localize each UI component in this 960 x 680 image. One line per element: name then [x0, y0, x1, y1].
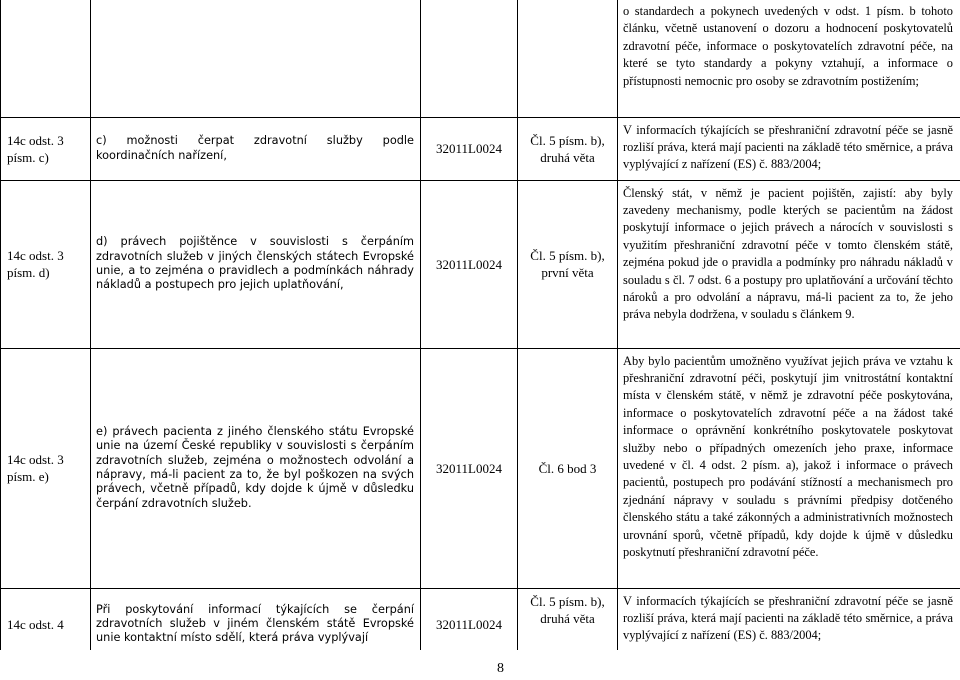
provision-cell: 14c odst. 3 písm. e) [1, 348, 91, 588]
empty-cell [518, 0, 618, 117]
article-cell: Čl. 5 písm. b), druhá věta [518, 588, 618, 660]
table-row [1, 180, 960, 348]
provision-cell: 14c odst. 4 [1, 588, 91, 660]
table-row [1, 0, 960, 117]
table-row [1, 348, 960, 588]
celex-cell: 32011L0024 [421, 180, 518, 348]
provision-cell: 14c odst. 3 písm. c) [1, 117, 91, 180]
implementation-text: Aby bylo pacientům umožněno využívat jejich práva ve vztahu k přeshraniční zdravotní péči, poskytují jim vnitrostátní kontaktní místa v členském státě, v němž je zdravotní péče poskytována, informace o poskytovatelích zdravotní péče a na žádost také informace o oprávnění konkrétního poskytovatele poskytovat služby nebo o případných omezeních jeho praxe, informace uvedené v čl. 4 odst. 2 písm. a), jakož i informace o právech pacientů, postupech pro podávání stížností a mechanismech pro zjednání nápravy v souladu s právními předpisy dotčeného členského státu a také zákonných a administrativních možnostech urovnání sporů, včetně případů, kdy dojde k újmě v důsledku poskytnutí přeshraniční zdravotní péče. [618, 348, 960, 588]
provision-text: d) právech pojištěnce v souvislosti s čerpáním zdravotních služeb v jiných členských státech Evropské unie, a to zejména o pravidlech a podmínkách náhrady nákladů a postupech pro jejich uplatňování, [91, 180, 421, 348]
empty-cell [421, 0, 518, 117]
provision-text: Při poskytování informací týkajících se čerpání zdravotních služeb v jiném členském státě Evropské unie kontaktní místo sdělí, která práva vyplývají [91, 588, 421, 660]
table-row [1, 117, 960, 180]
page-number: 8 [497, 661, 504, 676]
celex-cell: 32011L0024 [421, 117, 518, 180]
provision-text: c) možnosti čerpat zdravotní služby podle koordinačních nařízení, [91, 117, 421, 180]
implementation-text: V informacích týkajících se přeshraniční zdravotní péče se jasně rozliší práva, která mají pacienti na základě této směrnice, a práva vyplývající z nařízení (ES) č. 883/2004; [618, 588, 960, 660]
page-bottom-margin [0, 650, 960, 680]
empty-cell [91, 0, 421, 117]
celex-cell: 32011L0024 [421, 588, 518, 660]
provision-cell: 14c odst. 3 písm. d) [1, 180, 91, 348]
article-cell: Čl. 5 písm. b), první věta [518, 180, 618, 348]
article-cell: Čl. 6 bod 3 [518, 348, 618, 588]
empty-cell [1, 0, 91, 117]
article-cell: Čl. 5 písm. b), druhá věta [518, 117, 618, 180]
implementation-text: Členský stát, v němž je pacient pojištěn, zajistí: aby byly zavedeny mechanismy, podle kterých se pacientům na žádost poskytují informace o jejich právech a nárocích v souvislosti s využitím přeshraniční zdravotní péče v tomto členském státě, zejména pokud jde o pravidla a podmínky pro náhradu nákladů v souladu s čl. 7 odst. 6 a postupy pro uplatňování a určování těchto nároků a pro odvolání a nápravu, má-li pacient za to, že jeho práva nebyla dodržena, v souladu s článkem 9. [618, 180, 960, 348]
provision-text: e) právech pacienta z jiného členského státu Evropské unie na území České republiky v souvislosti s čerpáním zdravotních služeb, zejména o možnostech odvolání a nápravy, má-li pacient za to, že byl poškozen na svých právech, včetně případů, kdy dojde k újmě v důsledku čerpání zdravotních služeb. [91, 348, 421, 588]
celex-cell: 32011L0024 [421, 348, 518, 588]
implementation-text: o standardech a pokynech uvedených v odst. 1 písm. b tohoto článku, včetně ustanovení o dozoru a hodnocení poskytovatelů zdravotní péče, informace o poskytovatelích zdravotní péče, na které se tyto standardy a pokyny vztahují, a informace o přístupnosti nemocnic pro osoby se zdravotním postižením; [618, 0, 960, 117]
implementation-text: V informacích týkajících se přeshraniční zdravotní péče se jasně rozliší práva, která mají pacienti na základě této směrnice, a práva vyplývající z nařízení (ES) č. 883/2004; [618, 117, 960, 180]
